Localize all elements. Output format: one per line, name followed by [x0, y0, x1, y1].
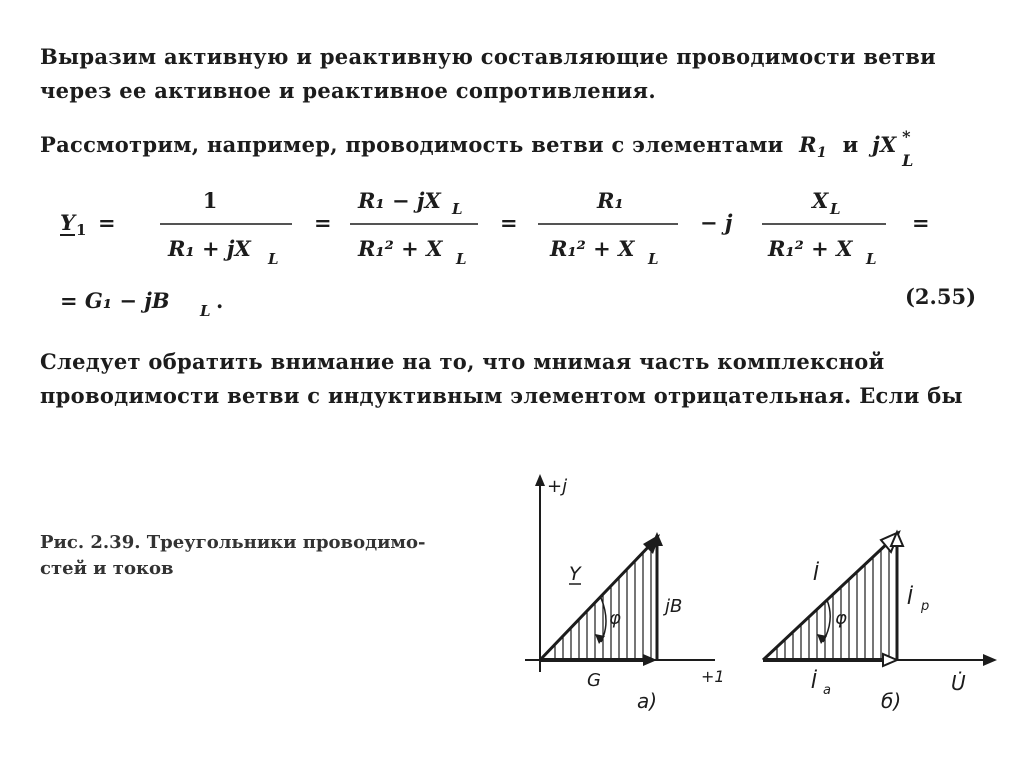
paragraph-2-text: Рассмотрим, например, проводимость ветви с элементами — [40, 132, 784, 157]
vector-g-arrow-icon — [643, 654, 657, 666]
label-g: G — [587, 670, 601, 691]
paragraph-3-line-2: проводимости ветви с индуктивным элементом отрицательная. Если бы — [40, 383, 963, 408]
label-ip-sub: р — [921, 599, 930, 614]
word-and: и — [842, 132, 859, 157]
hatch-a — [555, 532, 651, 662]
paragraph-1-line-1: Выразим активную и реактивную составляющие проводимости ветви — [40, 44, 936, 69]
frac3-den-l: L — [648, 250, 659, 268]
label-u: U̇ — [951, 671, 966, 695]
eq-3: = — [500, 210, 518, 235]
paragraph-2 — [40, 128, 1000, 170]
frac4-den: R₁² + X — [768, 236, 853, 261]
frac2-num-l: L — [452, 200, 463, 218]
frac1-den: R₁ + jX — [168, 236, 251, 261]
label-jb: jB — [665, 596, 683, 617]
eq-1: = — [98, 210, 116, 235]
frac4-den-l: L — [866, 250, 877, 268]
symbol-r1: $R_1$ — [799, 132, 827, 162]
eq-2: = — [314, 210, 332, 235]
vector-y — [540, 542, 653, 660]
label-b: б) — [881, 689, 902, 713]
frac3-den: R₁² + X — [550, 236, 635, 261]
frac4-num-l: L — [830, 200, 841, 218]
figure-2-39 — [505, 472, 1005, 732]
equation-number: (2.55) — [905, 284, 977, 309]
label-ia-sub: а — [823, 683, 831, 698]
axis-y-label: +j — [547, 476, 568, 497]
frac2-num: R₁ − jX — [358, 188, 441, 213]
lhs-y: Y — [60, 210, 75, 235]
label-y: Y — [569, 563, 581, 585]
frac3-num: R₁ — [597, 188, 624, 213]
label-phi-a: φ — [609, 608, 621, 629]
caption-line-1: Рис. 2.39. Треугольники проводимо- — [40, 532, 426, 553]
eq-4: = — [912, 210, 930, 235]
frac2-den: R₁² + X — [358, 236, 443, 261]
frac2-den-l: L — [456, 250, 467, 268]
paragraph-3 — [40, 345, 1000, 413]
axis-y-arrow-icon — [535, 474, 545, 486]
figure-caption — [40, 530, 426, 582]
label-a: а) — [637, 689, 658, 713]
label-ip: İ — [907, 585, 913, 609]
paragraph-1-line-2: через ее активное и реактивное сопротивления. — [40, 78, 656, 103]
vector-i — [763, 540, 891, 660]
line2-l: L — [200, 302, 211, 318]
axis-u-arrow-icon — [983, 654, 997, 666]
frac4-num: X — [812, 188, 829, 213]
caption-line-2: стей и токов — [40, 558, 174, 579]
line2-expr: = G₁ − jB — [60, 288, 170, 313]
paragraph-1 — [40, 40, 1000, 108]
frac1-num: 1 — [202, 188, 218, 213]
label-phi-b: φ — [835, 608, 847, 629]
label-i: İ — [813, 561, 819, 585]
axis-x-label: +1 — [701, 667, 725, 686]
diagram-a — [525, 474, 725, 713]
lhs-sub: 1 — [76, 221, 87, 239]
minus-j: − j — [700, 210, 733, 235]
paragraph-3-line-1: Следует обратить внимание на то, что мнимая часть комплексной — [40, 349, 885, 374]
diagram-b — [763, 527, 997, 713]
formula-2-55 — [60, 178, 1000, 318]
frac1-den-l: L — [268, 250, 279, 268]
vector-ia-arrow-icon — [883, 654, 897, 666]
label-ia: İ — [811, 669, 817, 693]
line2-end: . — [216, 288, 224, 313]
symbol-jxl-star: jX * L — [872, 127, 914, 170]
